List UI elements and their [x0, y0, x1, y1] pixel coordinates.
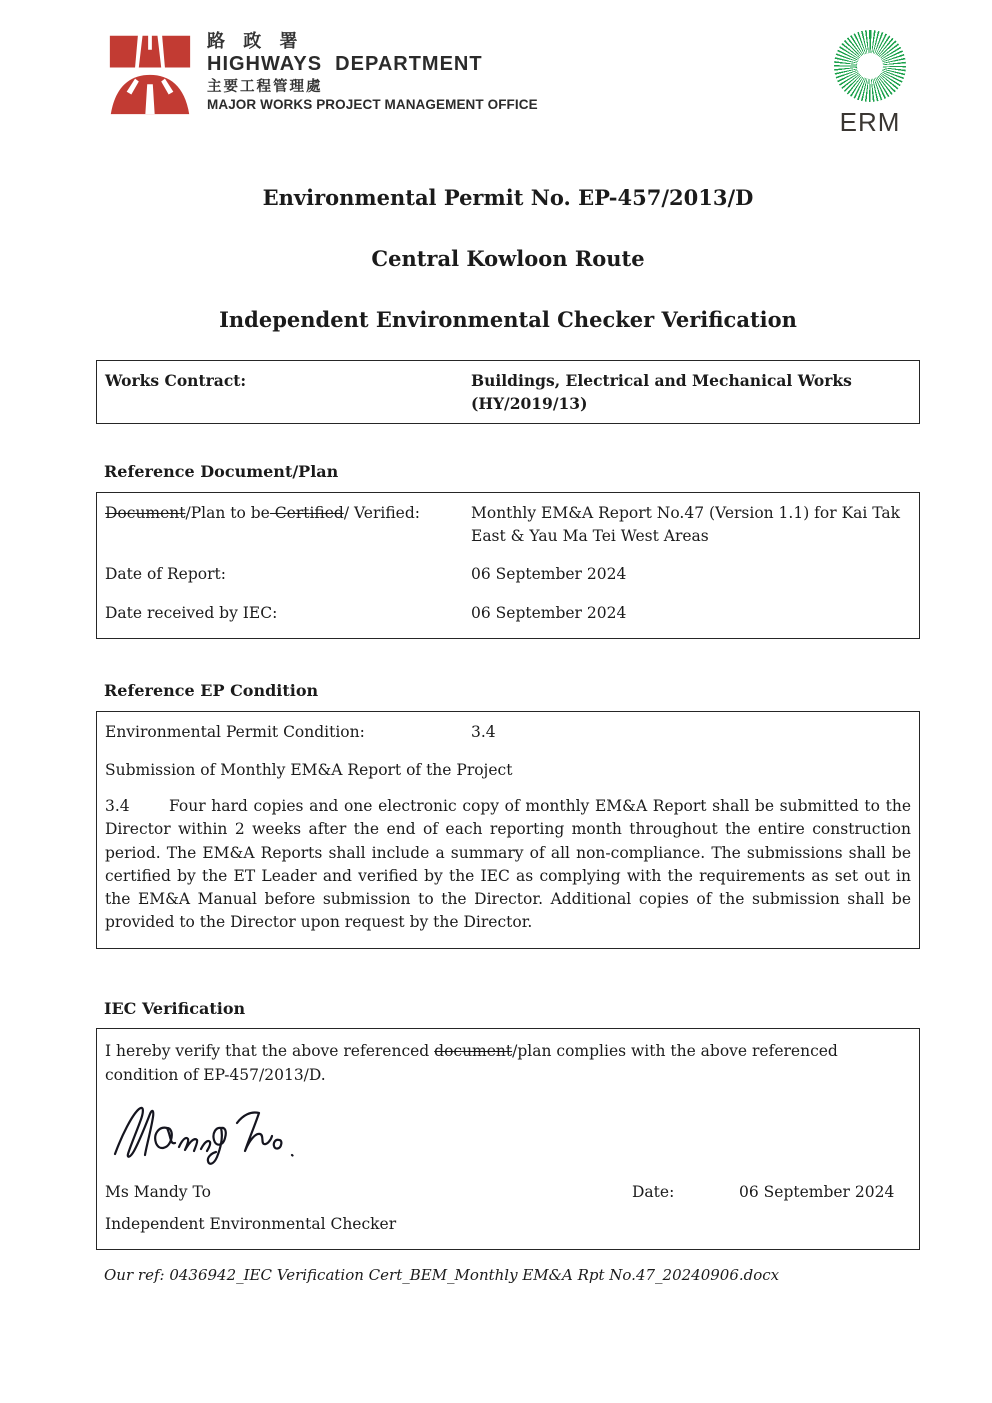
- date-of-report-label: Date of Report:: [105, 565, 226, 584]
- iec-verification-heading: IEC Verification: [104, 998, 246, 1018]
- ep-condition-clause: [105, 795, 911, 935]
- document-type-title: Independent Environmental Checker Verification: [219, 307, 797, 333]
- hyd-chinese-office: 主要工程管理處: [207, 78, 323, 95]
- signer-name: Ms Mandy To: [105, 1182, 211, 1201]
- hyd-english-office: MAJOR WORKS PROJECT MANAGEMENT OFFICE: [207, 96, 538, 112]
- reference-document-table: [96, 492, 920, 639]
- hyd-english-name: HIGHWAYS DEPARTMENT: [207, 52, 483, 75]
- clause-number: 3.4: [105, 797, 130, 816]
- works-contract-table: [96, 360, 920, 425]
- reference-ep-condition-heading: Reference EP Condition: [104, 680, 319, 700]
- erm-logo: [834, 30, 906, 142]
- works-contract-value: Buildings, Electrical and Mechanical Works (HY/2019/13): [471, 370, 863, 413]
- date-received-value: 06 September 2024: [471, 603, 627, 622]
- ep-condition-subheading: Submission of Monthly EM&A Report of the Project: [105, 760, 513, 779]
- date-of-report-value: 06 September 2024: [471, 565, 627, 584]
- project-title: Central Kowloon Route: [371, 246, 645, 272]
- erm-starburst-logo-icon: [834, 30, 906, 102]
- reference-document-heading: Reference Document/Plan: [104, 462, 339, 482]
- highways-department-logo: [108, 30, 538, 125]
- document-plan-row: [105, 502, 911, 549]
- date-of-report-row: [105, 563, 911, 586]
- date-received-row: [105, 602, 911, 625]
- works-contract-label: Works Contract:: [105, 370, 247, 390]
- permit-number-title: Environmental Permit No. EP-457/2013/D: [262, 185, 754, 210]
- date-value: 06 September 2024: [739, 1182, 895, 1201]
- struck-word-certified: Certified: [269, 503, 344, 522]
- ep-condition-row: [105, 721, 911, 744]
- highways-department-logo-icon: [108, 30, 192, 125]
- struck-word-document-2: document: [434, 1042, 513, 1061]
- clause-text: Four hard copies and one electronic copy of monthly EM&A Report shall be submitted to the Director within 2 weeks after the end of each reporting month throughout the entire construction period. The EM&A Reports shall include a summary of all non-compliance. The submissions shall be certified by the ET Leader and verified by the IEC as complying with the requirements as set out in the EM&A Manual before submission to the Director. Additional copies of the submission shall be provided to the Director upon request by the Director.: [105, 797, 911, 932]
- document-plan-label: Document/Plan to be Certified/ Verified:: [105, 503, 420, 522]
- ep-condition-label: Environmental Permit Condition:: [105, 722, 365, 741]
- ep-condition-value: 3.4: [471, 722, 496, 741]
- verification-statement: I hereby verify that the above referenced document/plan complies with the above referenced condition of EP-457/2013/D.: [105, 1042, 838, 1084]
- signer-title: Independent Environmental Checker: [105, 1215, 397, 1234]
- handwritten-signature-mandy-to: [109, 1103, 911, 1169]
- our-ref-line: Our ref: 0436942_IEC Verification Cert_BEM_Monthly EM&A Rpt No.47_20240906.docx: [104, 1266, 780, 1285]
- iec-verification-box: [96, 1028, 920, 1250]
- works-contract-row: [105, 369, 911, 416]
- erm-wordmark: ERM: [839, 107, 901, 137]
- signer-date-row: [105, 1181, 911, 1204]
- date-received-label: Date received by IEC:: [105, 603, 278, 622]
- page-header: [0, 0, 992, 142]
- date-label: Date:: [632, 1182, 675, 1201]
- document-plan-value: Monthly EM&A Report No.47 (Version 1.1) for Kai Tak East & Yau Ma Tei West Areas: [471, 503, 901, 546]
- highways-department-text: [207, 32, 538, 113]
- ep-condition-table: [96, 711, 920, 949]
- hyd-chinese-name: 路 政 署: [207, 31, 304, 52]
- struck-word-document: Document: [105, 503, 186, 522]
